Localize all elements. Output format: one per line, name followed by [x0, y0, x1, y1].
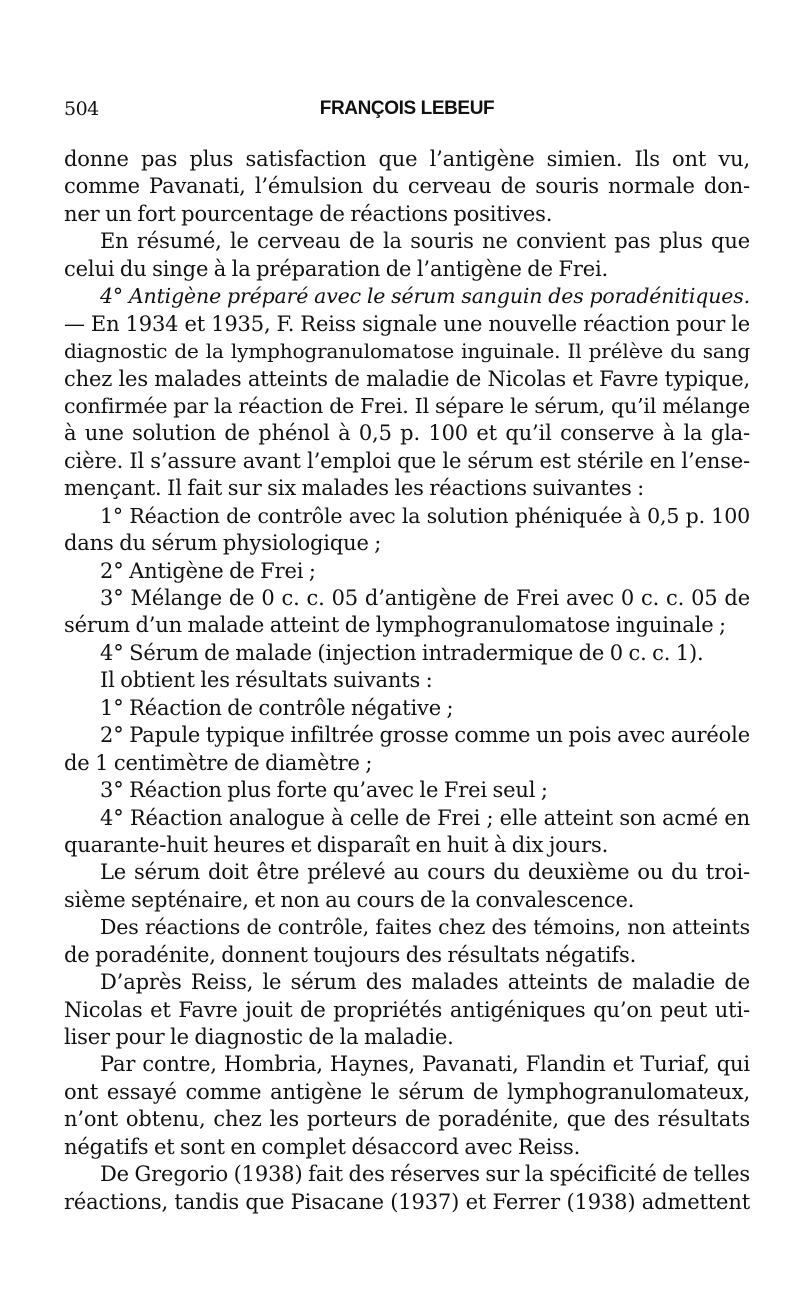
- text-line: comme Pavanati, l’émulsion du cerveau de souris normale don-: [64, 174, 750, 199]
- text-line: — En 1934 et 1935, F. Reiss signale une nouvelle réaction pour le: [64, 311, 750, 336]
- text-line: de 1 centimètre de diamètre ;: [64, 750, 373, 775]
- text-line: 4° Réaction analogue à celle de Frei ; elle atteint son acmé en: [100, 805, 750, 830]
- text-line: 2° Papule typique infiltrée grosse comme un pois avec auréole: [100, 723, 750, 748]
- text-line: 4° Sérum de malade (injection intradermique de 0 c. c. 1).: [100, 640, 704, 665]
- running-title: FRANÇOIS LEBEUF: [319, 98, 495, 119]
- text-line: 2° Antigène de Frei ;: [100, 558, 316, 583]
- text-line: Nicolas et Favre jouit de propriétés antigéniques qu’on peut uti-: [64, 997, 750, 1022]
- text-line: à une solution de phénol à 0,5 p. 100 et qu’il conserve à la gla-: [64, 421, 750, 446]
- text-line: confirmée par la réaction de Frei. Il sépare le sérum, qu’il mélange: [64, 393, 750, 418]
- text-line: cière. Il s’assure avant l’emploi que le sérum est stérile en l’ense-: [64, 448, 750, 473]
- text-line: Des réactions de contrôle, faites chez des témoins, non atteints: [100, 915, 750, 940]
- text-line: de poradénite, donnent toujours des résultats négatifs.: [64, 942, 637, 967]
- body-text: [64, 146, 750, 1216]
- text-line: 4° Antigène préparé avec le sérum sanguin des poradénitiques.: [100, 284, 750, 309]
- text-line: réactions, tandis que Pisacane (1937) et Ferrer (1938) admettent: [64, 1189, 750, 1214]
- text-line: 3° Réaction plus forte qu’avec le Frei seul ;: [100, 778, 548, 803]
- text-line: négatifs et sont en complet désaccord avec Reiss.: [64, 1134, 581, 1159]
- text-line: Par contre, Hombria, Haynes, Pavanati, Flandin et Turiaf, qui: [100, 1052, 750, 1077]
- text-line: sième septénaire, et non au cours de la convalescence.: [64, 887, 635, 912]
- text-line: ner un fort pourcentage de réactions positives.: [64, 201, 553, 226]
- text-line: chez les malades atteints de maladie de Nicolas et Favre typique,: [64, 366, 750, 391]
- text-line: ont essayé comme antigène le sérum de lymphogranulomateux,: [64, 1079, 750, 1104]
- text-line: donne pas plus satisfaction que l’antigène simien. Ils ont vu,: [64, 147, 750, 171]
- text-line: quarante-huit heures et disparaît en huit à dix jours.: [64, 832, 609, 857]
- text-line: n’ont obtenu, chez les porteurs de poradénite, que des résultats: [64, 1107, 750, 1132]
- text-line: 1° Réaction de contrôle négative ;: [100, 695, 454, 720]
- text-line: 1° Réaction de contrôle avec la solution phéniquée à 0,5 p. 100: [100, 503, 750, 528]
- text-line: En résumé, le cerveau de la souris ne convient pas plus que: [100, 229, 750, 254]
- text-line: Il obtient les résultats suivants :: [100, 668, 433, 693]
- text-line: mençant. Il fait sur six malades les réactions suivantes :: [64, 476, 645, 501]
- text-line: celui du singe à la préparation de l’antigène de Frei.: [64, 256, 609, 281]
- text-line: Le sérum doit être prélevé au cours du deuxième ou du troi-: [100, 860, 750, 885]
- text-line: 3° Mélange de 0 c. c. 05 d’antigène de Frei avec 0 c. c. 05 de: [100, 586, 750, 610]
- text-line: sérum d’un malade atteint de lymphogranulomatose inguinale ;: [64, 613, 726, 638]
- text-line: liser pour le diagnostic de la maladie.: [64, 1025, 454, 1049]
- text-line: De Gregorio (1938) fait des réserves sur la spécificité de telles: [100, 1162, 750, 1187]
- text-line: D’après Reiss, le sérum des malades atteints de maladie de: [100, 970, 750, 995]
- text-line: diagnostic de la lymphogranulomatose inguinale. Il prélève du sang: [64, 339, 750, 364]
- page-header: [64, 98, 750, 132]
- text-line: dans du sérum physiologique ;: [64, 531, 382, 556]
- page-number: 504: [64, 98, 99, 120]
